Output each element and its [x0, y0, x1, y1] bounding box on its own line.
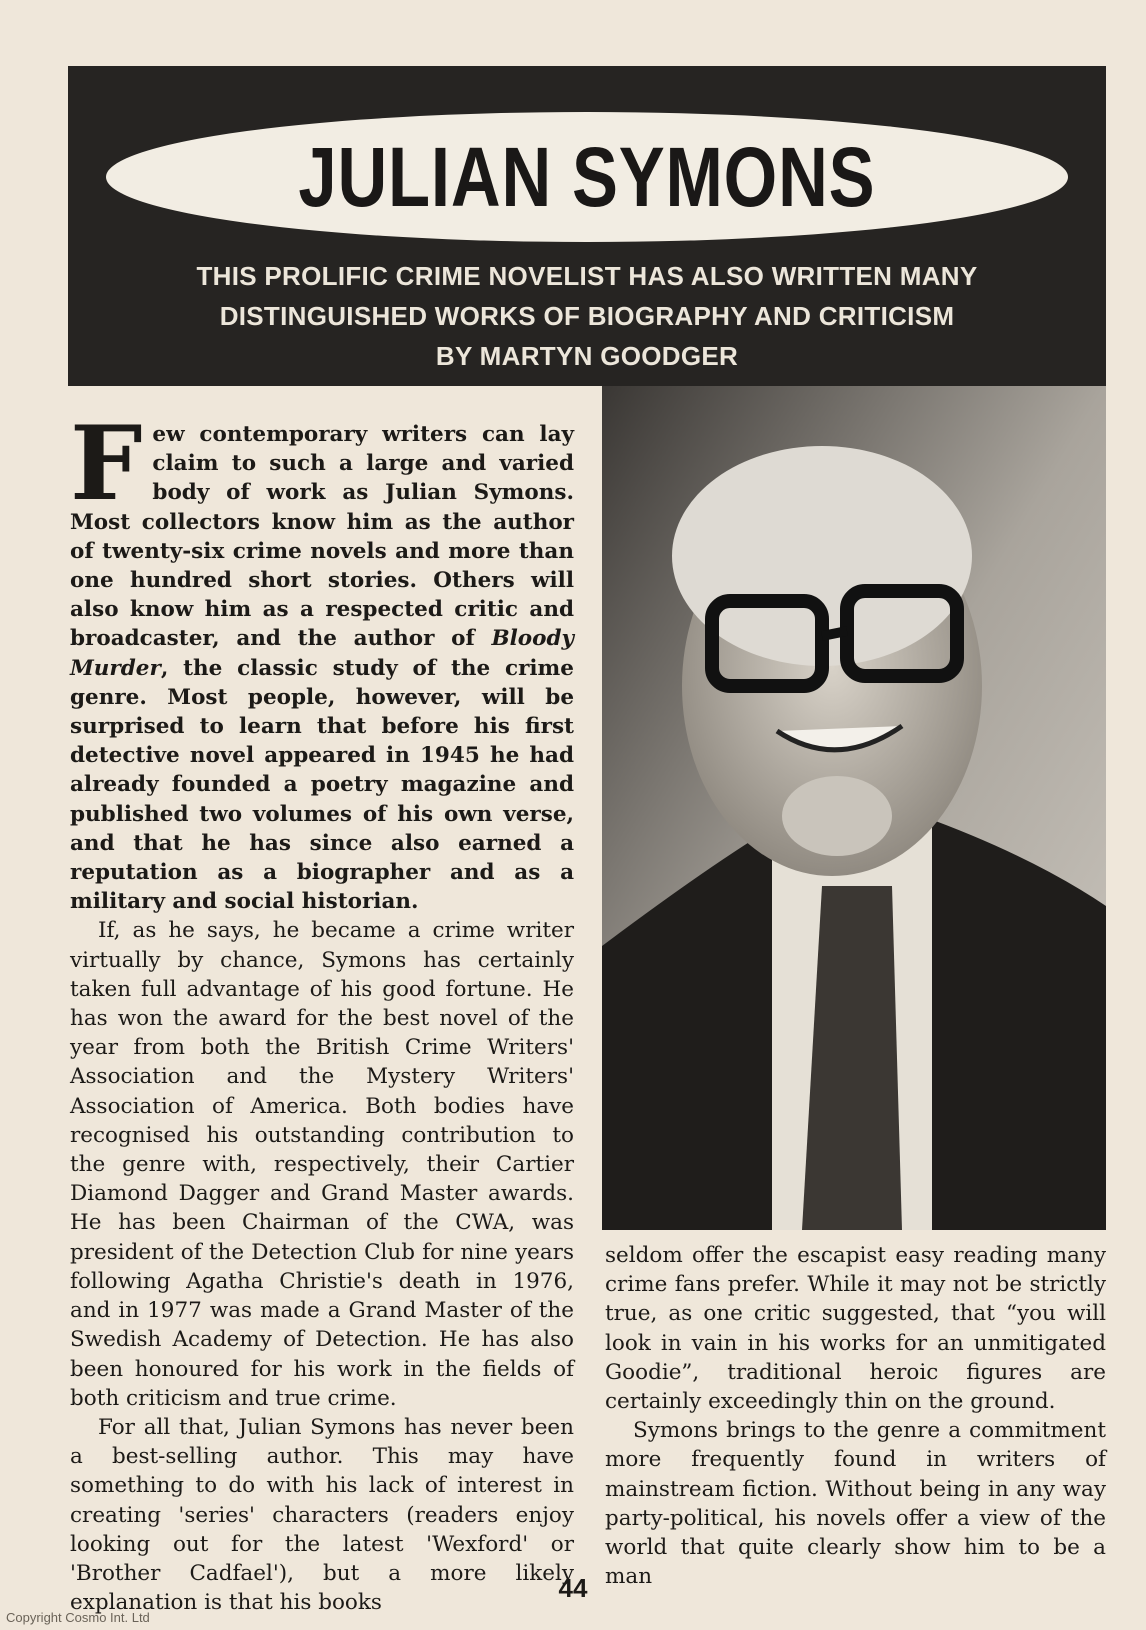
drop-cap: F [70, 404, 143, 524]
copyright-watermark: Copyright Cosmo Int. Ltd [6, 1610, 150, 1625]
subtitle-line-2: DISTINGUISHED WORKS OF BIOGRAPHY AND CRITICISM [219, 301, 955, 331]
author-photo [602, 386, 1106, 1230]
page-number: 44 [558, 1573, 588, 1603]
column-right [605, 1241, 1106, 1591]
lead-text-a: ew contemporary writers can lay claim to such a large and varied body of work as Julian Symons. Most collectors know him as the author of twenty-six crime novels and more than one hundred short stories. Others will also know him as a respected critic and broadcaster, and the author of [70, 422, 574, 652]
byline: BY MARTYN GOODGER [435, 341, 739, 371]
column-left [70, 404, 574, 1617]
paragraph-lead [70, 404, 574, 916]
paragraph-3: For all that, Julian Symons has never been a best-selling author. This may have something to do with his lack of interest in creating 'series' characters (readers enjoy looking out for the latest 'Wexford' or 'Brother Cadfael'), but a more likely explanation is that his books [70, 1414, 574, 1616]
paragraph-3-continued: seldom offer the escapist easy reading many crime fans prefer. While it may not be strictly true, as one critic suggested, that “you will look in vain in his works for an unmitigated Goodie”, traditional heroic figures are certainly exceedingly thin on the ground. [605, 1243, 1106, 1415]
book-title: Bloody Murder [70, 626, 574, 681]
paragraph-4: Symons brings to the genre a commitment more frequently found in writers of mainstream fiction. Without being in any way party-political, his novels offer a view of the world that quite clearly show him to be a man [605, 1418, 1106, 1590]
article-title: JULIAN SYMONS [298, 129, 876, 224]
portrait-illustration [602, 386, 1106, 1230]
header-banner [68, 66, 1106, 386]
title-oval [106, 112, 1068, 242]
article-subtitle [68, 256, 1106, 376]
subtitle-line-1: THIS PROLIFIC CRIME NOVELIST HAS ALSO WRITTEN MANY [196, 261, 978, 291]
lead-text-b: , the classic study of the crime genre. Most people, however, will be surprised to learn that before his first detective novel appeared in 1945 he had already founded a poetry magazine and published two volumes of his own verse, and that he has since also earned a reputation as a biographer and as a military and social historian. [70, 655, 574, 915]
paragraph-2: If, as he says, he became a crime writer virtually by chance, Symons has certainly taken full advantage of his good fortune. He has won the award for the best novel of the year from both the British Crime Writers' Association and the Mystery Writers' Association of America. Both bodies have recognised his outstanding contribution to the genre with, respectively, their Cartier Diamond Dagger and Grand Master awards. He has been Chairman of the CWA, was president of the Detection Club for nine years following Agatha Christie's death in 1976, and in 1977 was made a Grand Master of the Swedish Academy of Detection. He has also been honoured for his work in the fields of both criticism and true crime. [70, 918, 574, 1411]
